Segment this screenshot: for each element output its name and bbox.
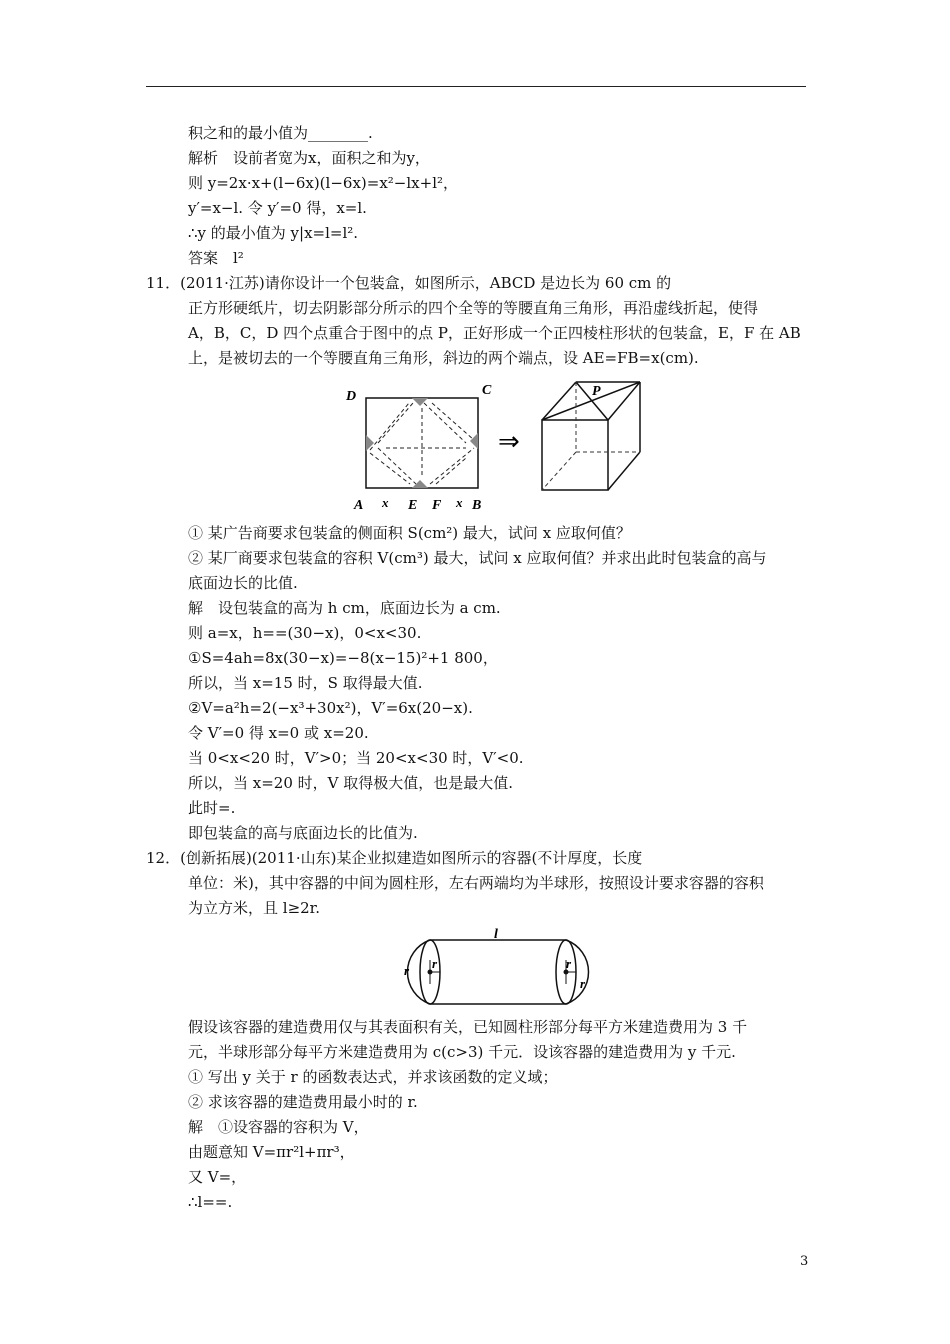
label-D: D bbox=[346, 389, 357, 404]
text-line: A，B，C，D 四个点重合于图中的点 P，正好形成一个正四棱柱形状的包装盒，E，F 在 AB bbox=[188, 324, 801, 342]
label-r-left-inner: r bbox=[432, 956, 438, 971]
label-r-right-outer: r bbox=[580, 976, 586, 991]
text-line: ② 求该容器的建造费用最小时的 r. bbox=[188, 1093, 418, 1111]
text-line: 上，是被切去的一个等腰直角三角形，斜边的两个端点，设 AE=FB=x(cm). bbox=[188, 349, 699, 367]
header-rule bbox=[146, 86, 806, 87]
text-line: 则 y=2x·x+(l−6x)(l−6x)=x²−lx+l²， bbox=[188, 174, 459, 192]
text-line: 由题意知 V=πr²l+πr³， bbox=[188, 1143, 355, 1161]
label-P: P bbox=[592, 384, 601, 399]
text-line: 即包装盒的高与底面边长的比值为. bbox=[188, 824, 418, 842]
problem-11-heading: 11．(2011·江苏)请你设计一个包装盒，如图所示，ABCD 是边长为 60 cm 的 bbox=[146, 274, 672, 292]
problem-12-heading: 12．(创新拓展)(2011·山东)某企业拟建造如图所示的容器(不计厚度，长度 bbox=[146, 849, 643, 867]
label-B: B bbox=[472, 498, 482, 513]
text-line: ①S=4ah=8x(30−x)=−8(x−15)²+1 800， bbox=[188, 649, 498, 667]
text-line: 解 设包装盒的高为 h cm，底面边长为 a cm. bbox=[188, 599, 501, 617]
text-line: 假设该容器的建造费用仅与其表面积有关，已知圆柱形部分每平方米建造费用为 3 千 bbox=[188, 1018, 748, 1036]
text-line: 则 a=x，h==(30−x)，0<x<30. bbox=[188, 624, 422, 642]
text-line: ∴l==. bbox=[188, 1193, 233, 1211]
text-line: 所以，当 x=20 时，V 取得极大值，也是最大值. bbox=[188, 774, 514, 792]
implies-arrow: ⇒ bbox=[498, 427, 520, 457]
figure-container bbox=[390, 926, 610, 1014]
text-line: 当 0<x<20 时，V′>0；当 20<x<30 时，V′<0. bbox=[188, 749, 524, 767]
radius-lines bbox=[430, 960, 576, 984]
text-line: 此时=. bbox=[188, 799, 236, 817]
text-line: y′=x−l. 令 y′=0 得，x=l. bbox=[188, 199, 367, 217]
label-x1: x bbox=[382, 495, 389, 510]
text-line: 令 V′=0 得 x=0 或 x=20. bbox=[188, 724, 369, 742]
label-A: A bbox=[354, 498, 364, 513]
page-number: 3 bbox=[800, 1254, 809, 1269]
label-x2: x bbox=[456, 495, 463, 510]
text-line: ① 写出 y 关于 r 的函数表达式，并求该函数的定义域； bbox=[188, 1068, 558, 1086]
label-r-right-inner: r bbox=[566, 956, 572, 971]
label-l: l bbox=[494, 927, 498, 942]
label-F: F bbox=[432, 498, 442, 513]
text-line: 正方形硬纸片，切去阴影部分所示的四个全等的等腰直角三角形，再沿虚线折起，使得 bbox=[188, 299, 759, 317]
text-line: 为立方米，且 l≥2r. bbox=[188, 899, 320, 917]
fold-lines bbox=[370, 403, 474, 484]
text-line: ∴y 的最小值为 y|x=l=l². bbox=[188, 224, 359, 242]
label-C: C bbox=[482, 383, 492, 398]
text-line: 答案 l² bbox=[188, 249, 244, 267]
text-line: ① 某广告商要求包装盒的侧面积 S(cm²) 最大，试问 x 应取何值？ bbox=[188, 524, 631, 542]
text-line: 解 ①设容器的容积为 V， bbox=[188, 1118, 369, 1136]
text-line: 单位：米)，其中容器的中间为圆柱形，左右两端均为半球形，按照设计要求容器的容积 bbox=[188, 874, 764, 892]
figure-package-box bbox=[340, 378, 680, 522]
label-r-left-outer: r bbox=[404, 963, 410, 978]
text-line: 又 V=， bbox=[188, 1168, 247, 1186]
text-line: 积之和的最小值为________. bbox=[188, 124, 373, 142]
text-line: ②V=a²h=2(−x³+30x²)，V′=6x(20−x). bbox=[188, 699, 473, 717]
text-line: 底面边长的比值. bbox=[188, 574, 298, 592]
text-line: 元，半球形部分每平方米建造费用为 c(c>3) 千元．设该容器的建造费用为 y 千元. bbox=[188, 1043, 736, 1061]
text-line: 解析 设前者宽为x，面积之和为y， bbox=[188, 149, 430, 167]
text-line: ② 某厂商要求包装盒的容积 V(cm³) 最大，试问 x 应取何值？并求出此时包装盒的高与 bbox=[188, 549, 767, 567]
box-hidden-edges bbox=[542, 382, 640, 490]
text-line: 所以，当 x=15 时，S 取得最大值. bbox=[188, 674, 423, 692]
label-E: E bbox=[408, 498, 418, 513]
